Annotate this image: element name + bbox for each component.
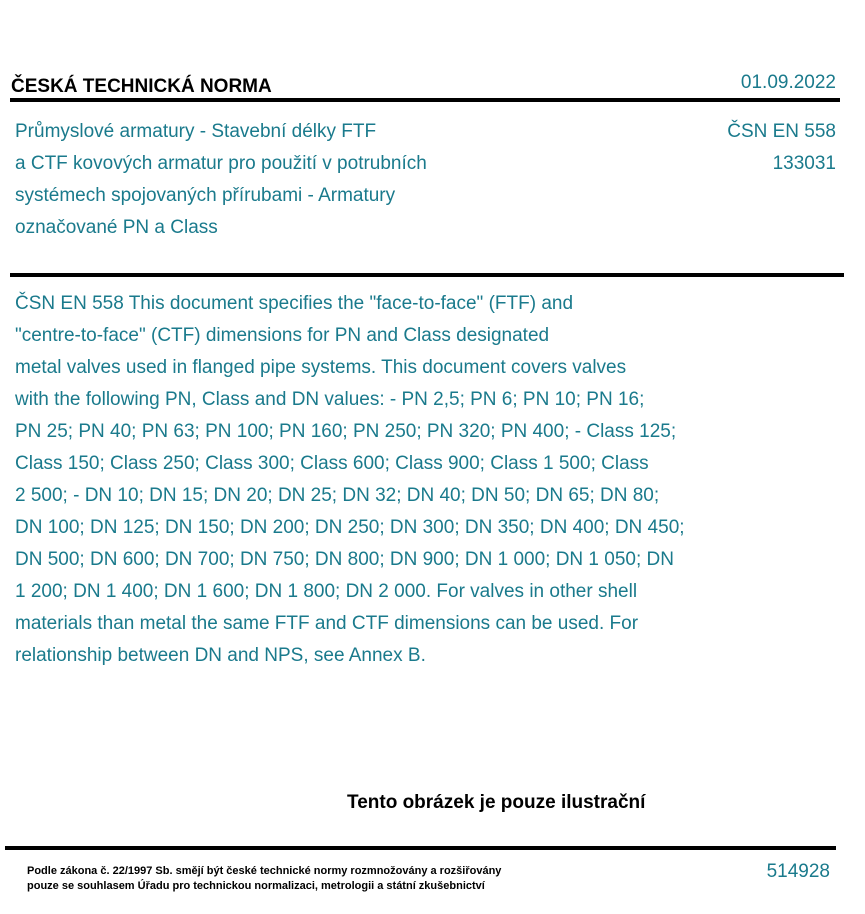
abstract-line: DN 500; DN 600; DN 700; DN 750; DN 800; DN 900; DN 1 000; DN 1 050; DN (15, 549, 674, 570)
abstract-line: PN 25; PN 40; PN 63; PN 100; PN 160; PN 250; PN 320; PN 400; - Class 125; (15, 421, 677, 442)
abstract (15, 288, 815, 672)
legal-notice (27, 864, 501, 894)
document-title-line: označované PN a Class (15, 217, 218, 238)
document-title-line: Průmyslové armatury - Stavební délky FTF (15, 121, 377, 142)
document-number: 514928 (766, 861, 830, 882)
legal-notice-line: pouze se souhlasem Úřadu pro technickou normalizaci, metrologii a státní zkušebnictví (27, 880, 485, 892)
abstract-line: Class 150; Class 250; Class 300; Class 600; Class 900; Class 1 500; Class (15, 453, 649, 474)
legal-notice-line: Podle zákona č. 22/1997 Sb. smějí být české technické normy rozmnožovány a rozšiřovány (27, 865, 502, 877)
standard-title: ČESKÁ TECHNICKÁ NORMA (11, 76, 272, 97)
abstract-line: with the following PN, Class and DN values: - PN 2,5; PN 6; PN 10; PN 16; (15, 389, 645, 410)
abstract-line: 2 500; - DN 10; DN 15; DN 20; DN 25; DN 32; DN 40; DN 50; DN 65; DN 80; (15, 485, 660, 506)
standard-designation: ČSN EN 558 (727, 121, 836, 142)
document-title (15, 116, 535, 244)
header-divider (10, 98, 840, 102)
abstract-line: relationship between DN and NPS, see Annex B. (15, 645, 426, 666)
document-identifiers (727, 116, 836, 180)
document-title-line: systémech spojovaných přírubami - Armatury (15, 185, 396, 206)
abstract-line: ČSN EN 558 This document specifies the "face-to-face" (FTF) and (15, 293, 574, 314)
footer-divider (5, 846, 836, 850)
illustration-note: Tento obrázek je pouze ilustrační (347, 792, 646, 813)
abstract-line: "centre-to-face" (CTF) dimensions for PN and Class designated (15, 325, 550, 346)
abstract-line: DN 100; DN 125; DN 150; DN 200; DN 250; DN 300; DN 350; DN 400; DN 450; (15, 517, 685, 538)
document-title-line: a CTF kovových armatur pro použití v potrubních (15, 153, 427, 174)
publication-date: 01.09.2022 (740, 72, 836, 93)
abstract-line: 1 200; DN 1 400; DN 1 600; DN 1 800; DN 2 000. For valves in other shell (15, 581, 638, 602)
section-divider (10, 273, 844, 277)
abstract-line: metal valves used in flanged pipe systems. This document covers valves (15, 357, 627, 378)
classification-code: 133031 (772, 153, 836, 174)
abstract-line: materials than metal the same FTF and CTF dimensions can be used. For (15, 613, 639, 634)
